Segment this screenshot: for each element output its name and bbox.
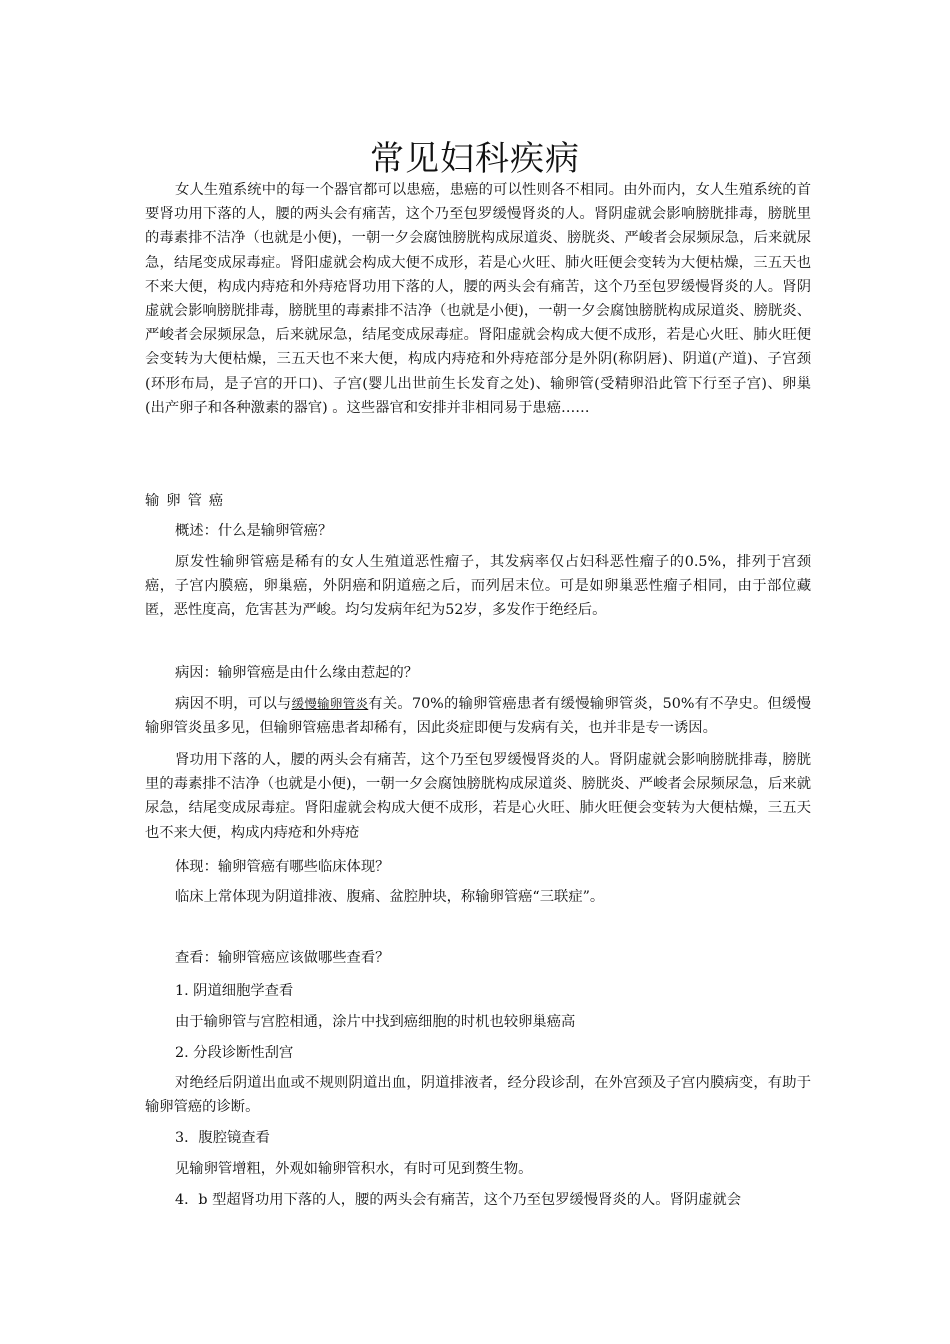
cause-paragraph-2: 肾功用下落的人，腰的两头会有痛苦，这个乃至包罗缓慢肾炎的人。肾阴虚就会影响膀胱排毒，膀胱里的毒素排不洁净（也就是小便)，一朝一夕会腐蚀膀胱构成尿道炎、膀胱炎、严峻者会尿频尿急，后来就尿急，结尾变成尿毒症。肾阳虚就会构成大便不成形，若是心火旺、肺火旺便会变转为大便枯燥，三五天也不来大便，构成内痔疮和外痔疮 [145, 752, 811, 841]
intro-paragraph: 女人生殖系统中的每一个器官都可以患癌，患癌的可以性则各不相同。由外而内，女人生殖系统的首要肾功用下落的人，腰的两头会有痛苦，这个乃至包罗缓慢肾炎的人。肾阴虚就会影响膀胱排毒，膀胱里的毒素排不洁净（也就是小便)，一朝一夕会腐蚀膀胱构成尿道炎、膀胱炎、严峻者会尿频尿急，后来就尿急，结尾变成尿毒症。肾阳虚就会构成大便不成形，若是心火旺、肺火旺便会变转为大便枯燥，三五天也不来大便，构成内痔疮和外痔疮肾功用下落的人，腰的两头会有痛苦，这个乃至包罗缓慢肾炎的人。肾阴虚就会影响膀胱排毒，膀胱里的毒素排不洁净（也就是小便)，一朝一夕会腐蚀膀胱构成尿道炎、膀胱炎、严峻者会尿频尿急，后来就尿急，结尾变成尿毒症。肾阳虚就会构成大便不成形，若是心火旺、肺火旺便会变转为大便枯燥，三五天也不来大便，构成内痔疮和外痔疮部分是外阴(称阴唇)、阴道(产道)、子宫颈(环形布局，是子宫的开口)、子宫(婴儿出世前生长发育之处)、输卵管(受精卵沿此管下行至子宫)、卵巢(出产卵子和各种激素的器官) 。这些器官和安排并非相同易于患癌…… [145, 182, 811, 416]
cause-answer [145, 692, 811, 740]
exam-item-1: 1. 阴道细胞学查看 [175, 983, 294, 999]
cause-answer-pre: 病因不明，可以与 [175, 696, 292, 712]
exam-item-2: 2. 分段诊断性刮宫 [175, 1045, 294, 1061]
overview-answer: 原发性输卵管癌是稀有的女人生殖道恶性瘤子，其发病率仅占妇科恶性瘤子的0.5%，排列于宫颈癌，子宫内膜癌，卵巢癌，外阴癌和阴道癌之后，而列居末位。可是如卵巢恶性瘤子相同，由于部位藏匿，恶性度高，危害甚为严峻。均匀发病年纪为52岁，多发作于绝经后。 [145, 554, 811, 619]
exam-item-1-text: 由于输卵管与宫腔相通，涂片中找到癌细胞的时机也较卵巢癌高 [175, 1014, 576, 1030]
exam-item-2-text: 对绝经后阴道出血或不规则阴道出血，阴道排液者，经分段诊刮，在外宫颈及子宫内膜病变，有助于输卵管癌的诊断。 [145, 1075, 811, 1116]
document-title: 常见妇科疾病 [370, 138, 580, 179]
overview-question: 概述：什么是输卵管癌？ [175, 523, 333, 539]
cause-answer-link[interactable]: 缓慢输卵管炎 [291, 696, 369, 711]
exam-item-3: 3．腹腔镜查看 [175, 1130, 270, 1146]
exam-item-4: 4．b 型超肾功用下落的人，腰的两头会有痛苦，这个乃至包罗缓慢肾炎的人。肾阴虚就会 [175, 1192, 742, 1208]
exam-question: 查看：输卵管癌应该做哪些查看？ [175, 950, 390, 966]
cause-answer-post: 有关。70%的输卵管癌患者有缓慢输卵管炎，50%有不孕史。但缓慢输卵管炎虽多见，但输卵管癌患者却稀有，因此炎症即便与发病有关，也并非是专一诱因。 [145, 696, 811, 737]
symptom-question: 体现：输卵管癌有哪些临床体现？ [175, 859, 390, 875]
cause-question: 病因：输卵管癌是由什么缘由惹起的？ [175, 665, 419, 681]
exam-item-3-text: 见输卵管增粗，外观如输卵管积水，有时可见到赘生物。 [175, 1161, 533, 1177]
symptom-answer: 临床上常体现为阴道排液、腹痛、盆腔肿块，称输卵管癌“三联症”。 [175, 889, 605, 905]
section-heading: 输卵管癌 [145, 493, 231, 509]
